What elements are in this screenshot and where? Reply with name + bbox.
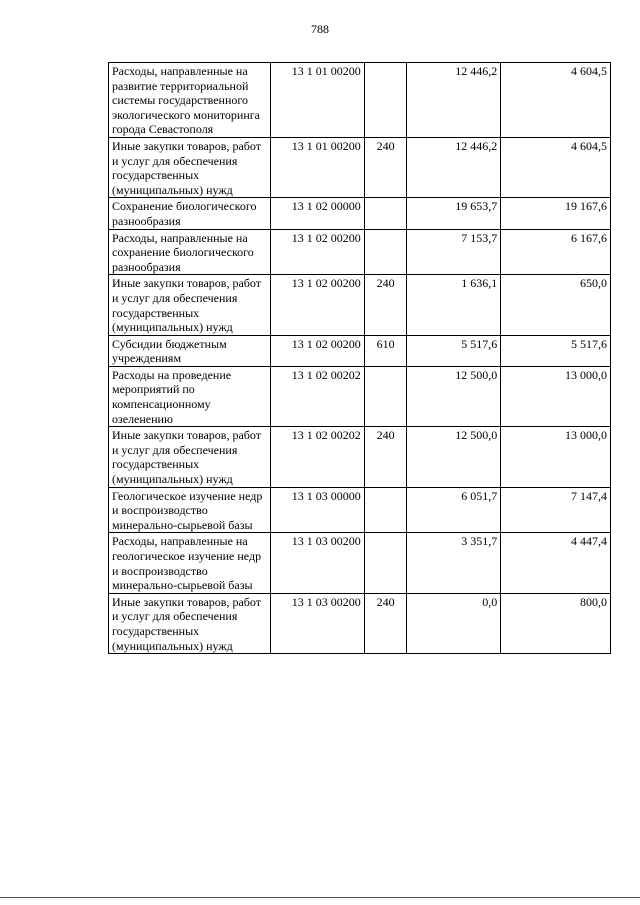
page-bottom-edge-line — [0, 897, 640, 898]
expense-type-cell — [364, 366, 407, 426]
expense-type-cell — [364, 63, 407, 138]
expense-type-cell: 610 — [364, 335, 407, 366]
expense-name-cell: Субсидии бюджетным учреждениям — [109, 335, 271, 366]
table-row — [109, 137, 611, 197]
amount-year1-cell: 0,0 — [407, 593, 501, 653]
budget-table — [108, 62, 611, 654]
expense-name-cell: Иные закупки товаров, работ и услуг для обеспечения государственных (муниципальных) нужд — [109, 427, 271, 487]
expense-type-cell: 240 — [364, 137, 407, 197]
amount-year2-cell: 13 000,0 — [501, 366, 611, 426]
table-row — [109, 63, 611, 138]
table-row — [109, 229, 611, 275]
expense-name-cell: Расходы, направленные на развитие территориальной системы государственного экологического мониторинга города Севастополя — [109, 63, 271, 138]
expense-type-cell — [364, 229, 407, 275]
expense-name-cell: Иные закупки товаров, работ и услуг для обеспечения государственных (муниципальных) нужд — [109, 275, 271, 335]
table-row — [109, 366, 611, 426]
expense-type-cell: 240 — [364, 275, 407, 335]
table-row — [109, 593, 611, 653]
target-code-cell: 13 1 03 00200 — [271, 533, 365, 593]
target-code-cell: 13 1 03 00200 — [271, 593, 365, 653]
target-code-cell: 13 1 02 00200 — [271, 229, 365, 275]
amount-year2-cell: 13 000,0 — [501, 427, 611, 487]
expense-name-cell: Расходы, направленные на сохранение биологического разнообразия — [109, 229, 271, 275]
amount-year2-cell: 4 447,4 — [501, 533, 611, 593]
amount-year1-cell: 7 153,7 — [407, 229, 501, 275]
expense-name-cell: Геологическое изучение недр и воспроизводство минерально-сырьевой базы — [109, 487, 271, 533]
amount-year1-cell: 5 517,6 — [407, 335, 501, 366]
page-number: 788 — [311, 22, 329, 36]
amount-year2-cell: 4 604,5 — [501, 63, 611, 138]
budget-table-body — [109, 63, 611, 654]
amount-year1-cell: 19 653,7 — [407, 198, 501, 229]
amount-year1-cell: 6 051,7 — [407, 487, 501, 533]
table-row — [109, 275, 611, 335]
expense-type-cell: 240 — [364, 427, 407, 487]
table-row — [109, 335, 611, 366]
target-code-cell: 13 1 03 00000 — [271, 487, 365, 533]
amount-year2-cell: 4 604,5 — [501, 137, 611, 197]
target-code-cell: 13 1 02 00202 — [271, 366, 365, 426]
amount-year2-cell: 19 167,6 — [501, 198, 611, 229]
table-row — [109, 533, 611, 593]
amount-year1-cell: 12 446,2 — [407, 137, 501, 197]
target-code-cell: 13 1 01 00200 — [271, 63, 365, 138]
table-row — [109, 198, 611, 229]
expense-type-cell — [364, 487, 407, 533]
expense-name-cell: Расходы, направленные на геологическое изучение недр и воспроизводство минерально-сырьевой базы — [109, 533, 271, 593]
amount-year1-cell: 12 500,0 — [407, 427, 501, 487]
target-code-cell: 13 1 02 00200 — [271, 335, 365, 366]
expense-name-cell: Сохранение биологического разнообразия — [109, 198, 271, 229]
expense-name-cell: Расходы на проведение мероприятий по компенсационному озеленению — [109, 366, 271, 426]
amount-year2-cell: 5 517,6 — [501, 335, 611, 366]
target-code-cell: 13 1 02 00000 — [271, 198, 365, 229]
target-code-cell: 13 1 02 00202 — [271, 427, 365, 487]
expense-name-cell: Иные закупки товаров, работ и услуг для обеспечения государственных (муниципальных) нужд — [109, 137, 271, 197]
amount-year1-cell: 12 500,0 — [407, 366, 501, 426]
amount-year1-cell: 1 636,1 — [407, 275, 501, 335]
target-code-cell: 13 1 01 00200 — [271, 137, 365, 197]
target-code-cell: 13 1 02 00200 — [271, 275, 365, 335]
amount-year2-cell: 7 147,4 — [501, 487, 611, 533]
expense-type-cell — [364, 198, 407, 229]
expense-name-cell: Иные закупки товаров, работ и услуг для обеспечения государственных (муниципальных) нужд — [109, 593, 271, 653]
expense-type-cell — [364, 533, 407, 593]
expense-type-cell: 240 — [364, 593, 407, 653]
table-row — [109, 487, 611, 533]
amount-year2-cell: 650,0 — [501, 275, 611, 335]
amount-year2-cell: 800,0 — [501, 593, 611, 653]
table-row — [109, 427, 611, 487]
amount-year2-cell: 6 167,6 — [501, 229, 611, 275]
amount-year1-cell: 12 446,2 — [407, 63, 501, 138]
amount-year1-cell: 3 351,7 — [407, 533, 501, 593]
